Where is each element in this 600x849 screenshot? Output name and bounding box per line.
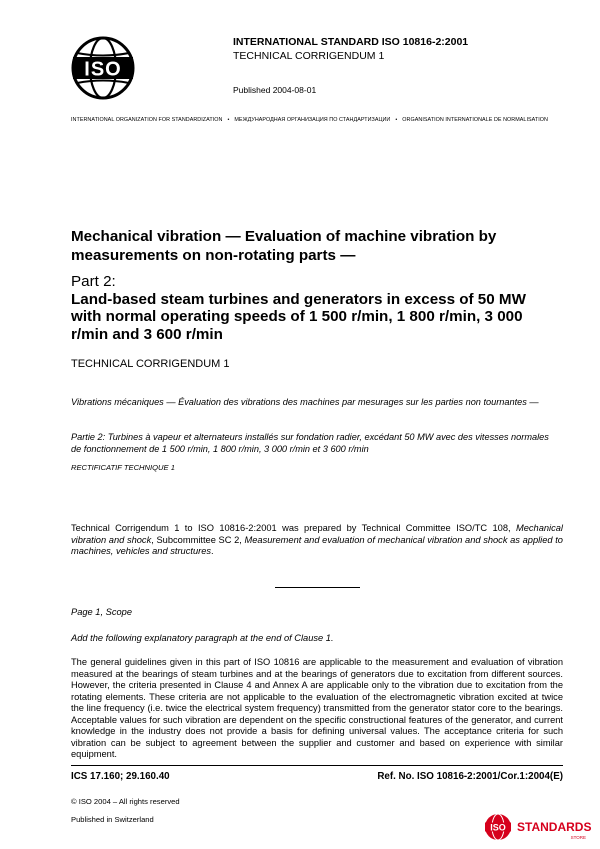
- intro-text: Technical Corrigendum 1 to ISO 10816-2:2001 was prepared by Technical Committee ISO/TC 108,: [71, 523, 516, 533]
- committee-name: Mechanical vibration and shock: [71, 523, 563, 545]
- page-reference: Page 1, Scope: [71, 607, 132, 617]
- part-label: Part 2:: [71, 273, 116, 290]
- intro-text: , Subcommittee SC 2,: [151, 534, 245, 545]
- french-rectificatif: RECTIFICATIF TECHNIQUE 1: [71, 463, 175, 472]
- footer-rule: [71, 765, 563, 766]
- technical-corrigendum-heading: TECHNICAL CORRIGENDUM 1: [71, 358, 230, 370]
- store-logo-standards-text: STANDARDS: [517, 820, 592, 834]
- svg-text:ISO: ISO: [84, 58, 122, 81]
- reference-number: Ref. No. ISO 10816-2:2001/Cor.1:2004(E): [377, 771, 563, 782]
- store-logo-iso-text: ISO: [490, 822, 506, 833]
- document-title: Mechanical vibration — Evaluation of machine vibration by measurements on non-rotating parts —: [71, 228, 497, 264]
- french-title: Vibrations mécaniques — Évaluation des vibrations des machines par mesurages sur les parties non tournantes —: [71, 397, 539, 407]
- org-name-ru: МЕЖДУНАРОДНАЯ ОРГАНИЗАЦИЯ ПО СТАНДАРТИЗАЦИИ: [234, 117, 391, 123]
- subcommittee-name: Measurement and evaluation of mechanical vibration and shock as applied to machines, vehicles and structures: [71, 534, 563, 557]
- intro-paragraph: [71, 523, 563, 558]
- section-divider: [275, 587, 360, 588]
- explanatory-paragraph: The general guidelines given in this part of ISO 10816 are applicable to the measurement and evaluation of vibration measured at the bearings of steam turbines and at the bearings of generators due to excitation from different sources. However, the criteria presented in Clause 4 and Annex A are applicable only to the vibration due to excitation from the rotating elements. These criteria are not applicable to the evaluation of the electromagnetic vibration excited at twice the line frequency (i.e. twice the electrical system frequency) transmitted from the generator stator core to the bearings. Acceptable values for such vibration are dependent on the specific constructional features of the generator, and current knowledge in the industry does not provide a basis for defining universal values. The acceptance criteria for such vibration can be subject to agreement between the supplier and customer and based on experience with similar equipment.: [71, 657, 563, 759]
- bullet-separator: •: [395, 117, 398, 123]
- ics-code: ICS 17.160; 29.160.40: [71, 771, 170, 782]
- french-part-title: Partie 2: Turbines à vapeur et alternateurs installés sur fondation radier, excédant 50 MW avec des vitesses normales de fonctionnement de 1 500 r/min, 1 800 r/min, 3 000 r/min et 3 600 r/min: [71, 432, 549, 454]
- org-name-fr: ORGANISATION INTERNATIONALE DE NORMALISATION: [402, 117, 548, 123]
- standard-title: INTERNATIONAL STANDARD ISO 10816-2:2001: [233, 36, 469, 48]
- part-title: Land-based steam turbines and generators in excess of 50 MW with normal operating speeds of 1 500 r/min, 1 800 r/min, 3 000 r/min and 3 600 r/min: [71, 291, 526, 343]
- intro-text: .: [211, 546, 214, 557]
- publication-place: Published in Switzerland: [71, 815, 154, 824]
- iso-logo: [71, 36, 135, 100]
- amendment-instruction: Add the following explanatory paragraph at the end of Clause 1.: [71, 633, 334, 643]
- store-logo-store-text: STORE: [570, 835, 586, 840]
- org-name-en: INTERNATIONAL ORGANIZATION FOR STANDARDIZATION: [71, 117, 223, 123]
- published-date: Published 2004-08-01: [233, 85, 317, 95]
- bullet-separator: •: [227, 117, 230, 123]
- iso-standards-store-logo: [484, 813, 598, 843]
- corrigendum-label: TECHNICAL CORRIGENDUM 1: [233, 50, 385, 62]
- copyright-notice: © ISO 2004 – All rights reserved: [71, 797, 180, 806]
- organization-names: [71, 117, 548, 123]
